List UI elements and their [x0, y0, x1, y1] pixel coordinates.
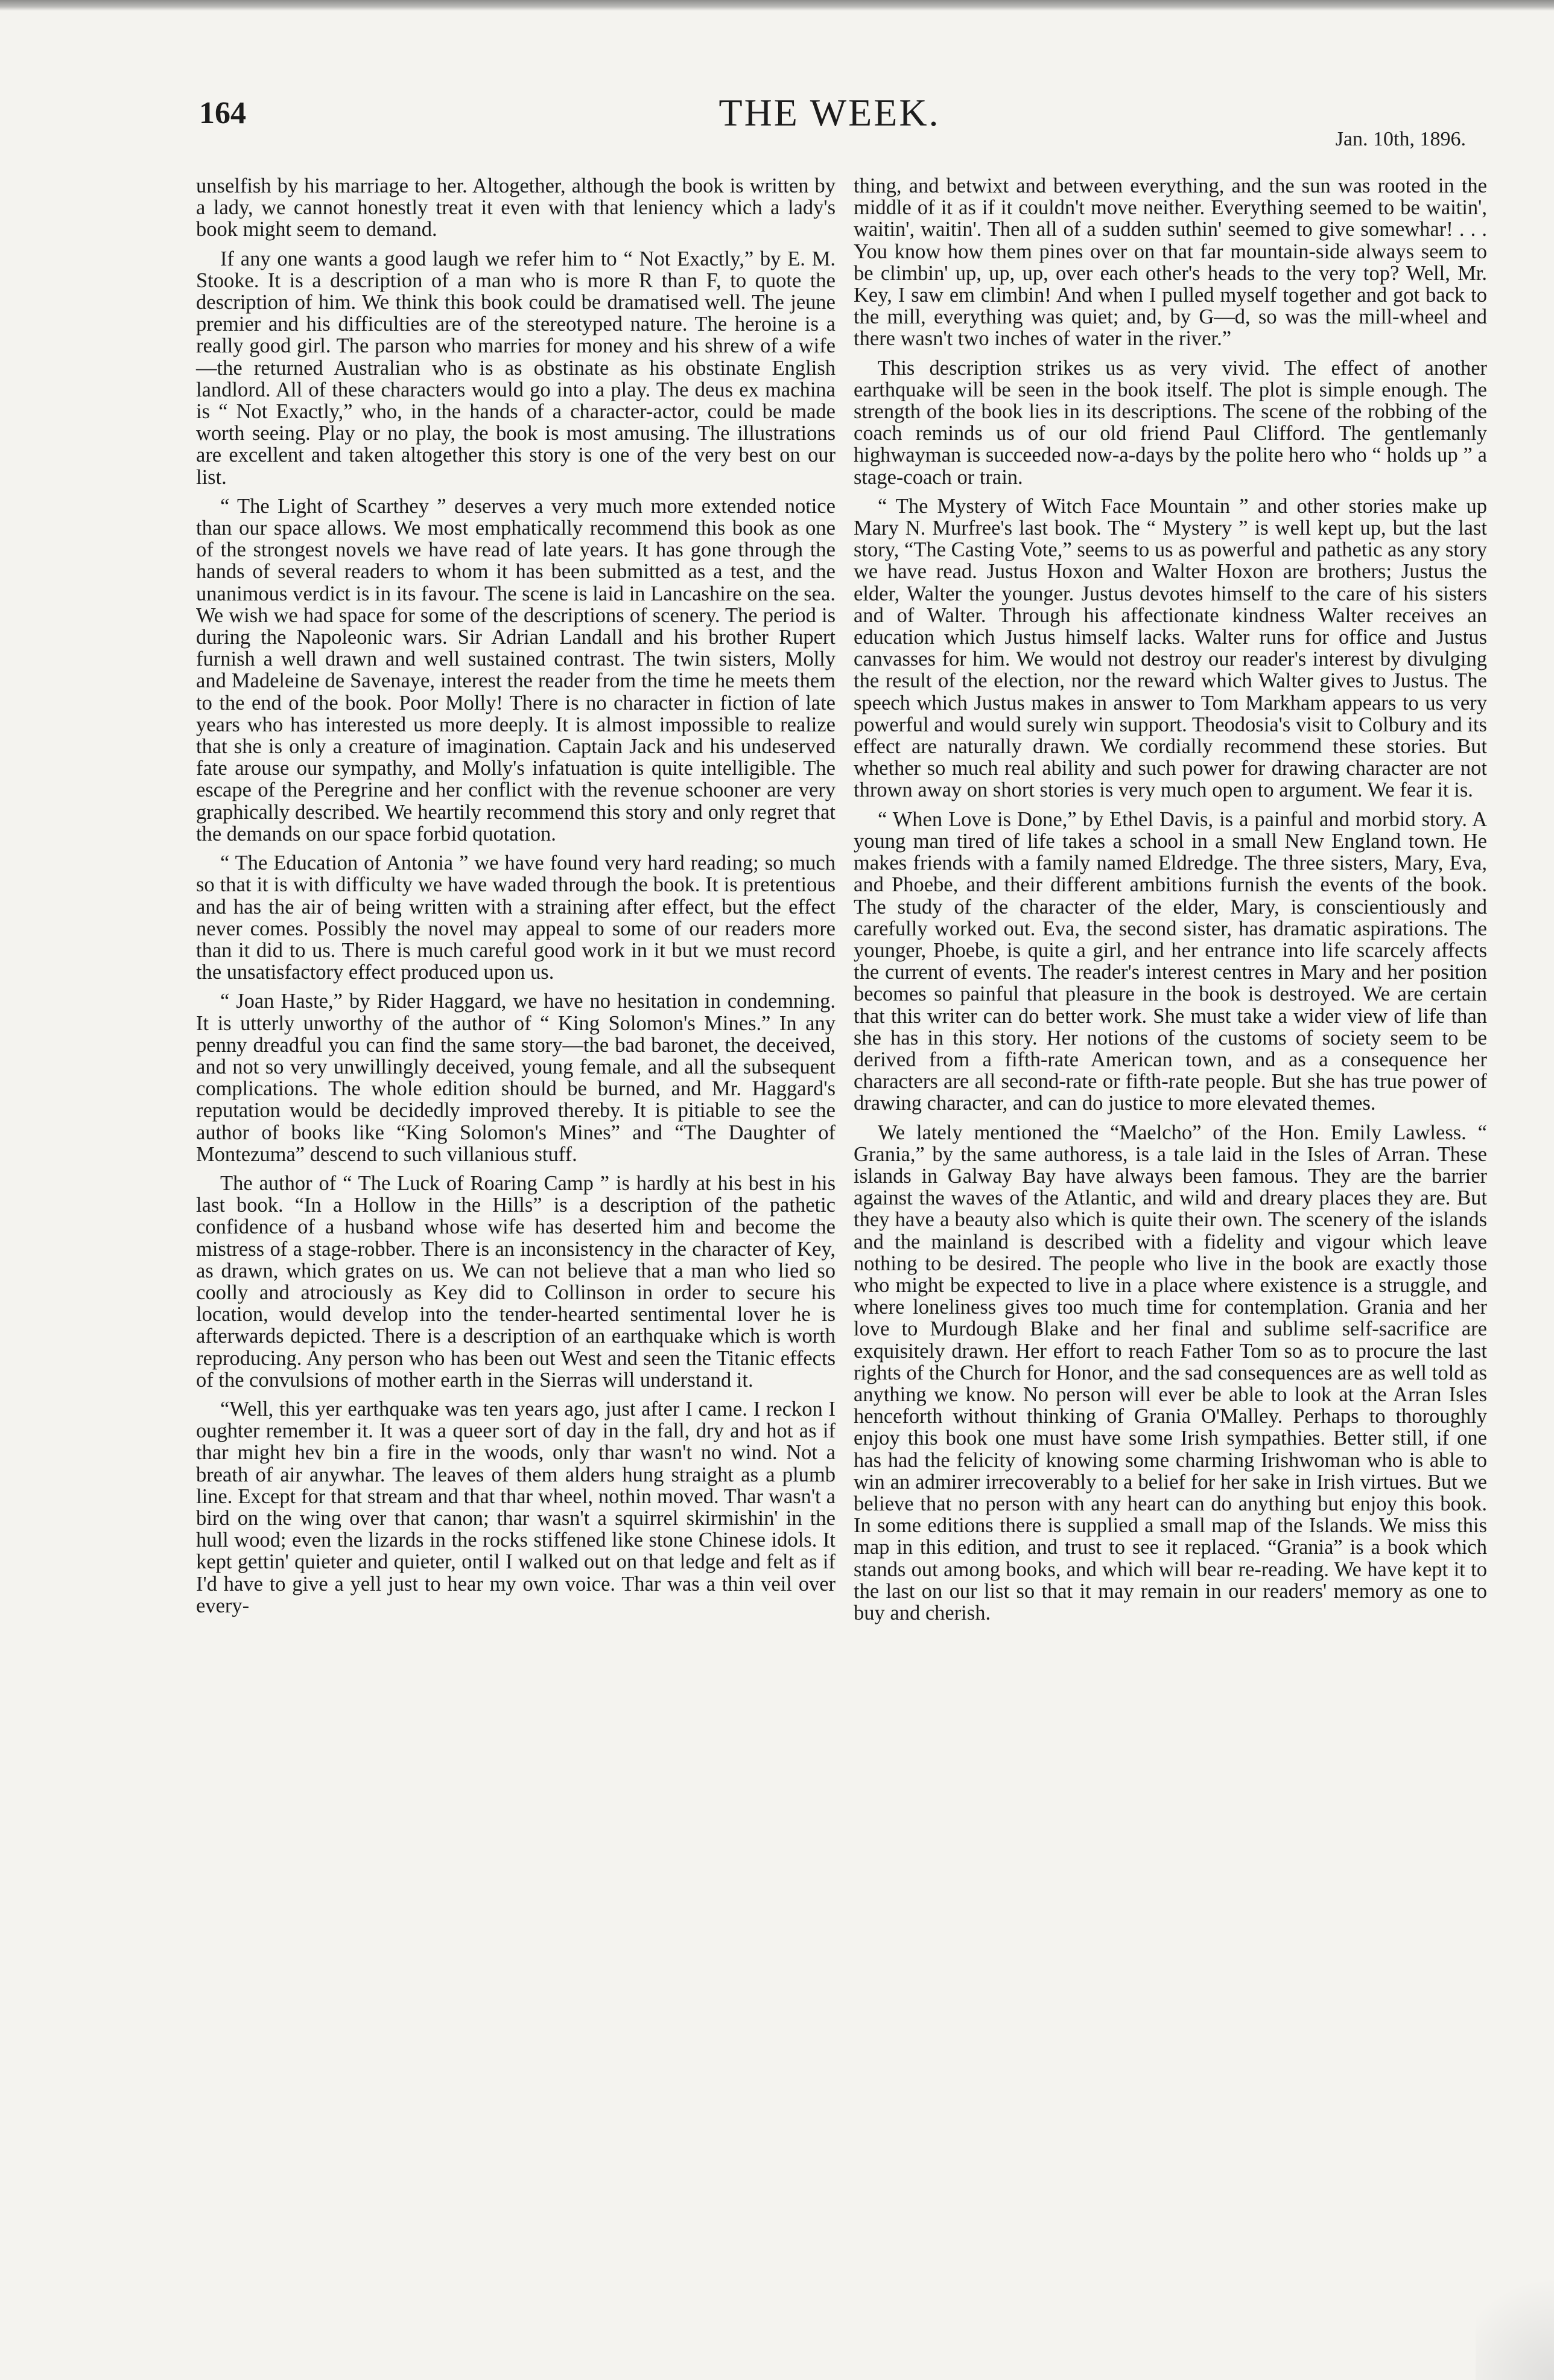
- publication-title: THE WEEK.: [718, 91, 940, 134]
- issue-date: Jan. 10th, 1896.: [1335, 128, 1466, 150]
- paragraph: This description strikes us as very vivid. The effect of another earthquake will be seen in the book itself. The plot is simple enough. The strength of the book lies in its descriptions. The scene of the robbing of the coach reminds us of our old friend Paul Clifford. The gentlemanly highwayman is succeeded now-a-days by the polite hero who “ holds up ” a stage-coach or train.: [854, 356, 1487, 489]
- paragraph: “ Joan Haste,” by Rider Haggard, we have no hesitation in condemning. It is utterly unworthy of the author of “ King Solomon's Mines.” In any penny dreadful you can find the same story—the bad baronet, the deceived, and not so very unwillingly deceived, young female, and all the subsequent complications. The whole edition should be burned, and Mr. Haggard's reputation would be decidedly improved thereby. It is pitiable to see the author of books like “King Solomon's Mines” and “The Daughter of Montezuma” descend to such villanious stuff.: [196, 990, 836, 1166]
- paragraph: unselfish by his marriage to her. Altogether, although the book is written by a lady, we cannot honestly treat it even with that leniency which a lady's book might seem to demand.: [196, 174, 836, 241]
- paragraph: thing, and betwixt and between everything, and the sun was rooted in the middle of it as if it couldn't move neither. Everything seemed to be waitin', waitin', waitin'. Then all of a sudden suthin' seemed to give somewhar! . . . You know how them pines over on that far mountain-side always seem to be climbin' up, up, up, over each other's heads to the very top? Well, Mr. Key, I saw em climbin! And when I pulled myself together and got back to the mill, everything was quiet; and, by G—d, so was the mill-wheel and there wasn't two inches of water in the river.”: [854, 174, 1487, 351]
- paragraph: The author of “ The Luck of Roaring Camp ” is hardly at his best in his last book. “In a Hollow in the Hills” is a description of the pathetic confidence of a husband whose wife has deserted him and become the mistress of a stage-robber. There is an inconsistency in the character of Key, as drawn, which grates on us. We can not believe that a man who lied so coolly and atrociously as Key did to Collinson in order to secure his location, would develop into the tender-hearted sentimental lover he is afterwards depicted. There is a description of an earthquake which is worth reproducing. Any person who has been out West and seen the Titanic effects of the convulsions of mother earth in the Sierras will understand it.: [196, 1171, 836, 1392]
- page-number: 164: [199, 96, 246, 130]
- paragraph: “Well, this yer earthquake was ten years ago, just after I came. I reckon I oughter remember it. It was a queer sort of day in the fall, dry and hot as if thar might hev bin a fire in the woods, only thar wasn't no wind. Not a breath of air anywhar. The leaves of them alders hung straight as a plumb line. Except for that stream and that thar wheel, nothin moved. Thar wasn't a bird on the wing over that canon; thar wasn't a squirrel skirmishin' in the hull wood; even the lizards in the rocks stiffened like stone Chinese idols. It kept gettin' quieter and quieter, ontil I walked out on that ledge and felt as if I'd have to give a yell just to hear my own voice. Thar was a thin veil over every-: [196, 1397, 836, 1617]
- scan-top-edge: [0, 0, 1554, 11]
- paragraph: If any one wants a good laugh we refer him to “ Not Exactly,” by E. M. Stooke. It is a description of a man who is more R than F, to quote the description of him. We think this book could be dramatised well. The jeune premier and his difficulties are of the stereotyped nature. The heroine is a really good girl. The parson who marries for money and his shrew of a wife—the returned Australian who is as obstinate as his obstinate English landlord. All of these characters would go into a play. The deus ex machina is “ Not Exactly,” who, in the hands of a character-actor, could be made worth seeing. Play or no play, the book is most amusing. The illustrations are excellent and taken altogether this story is one of the very best on our list.: [196, 247, 836, 489]
- paragraph: “ When Love is Done,” by Ethel Davis, is a painful and morbid story. A young man tired of life takes a school in a small New England town. He makes friends with a family named Eldredge. The three sisters, Mary, Eva, and Phoebe, and their different ambitions furnish the events of the book. The study of the character of the elder, Mary, is conscientiously and carefully worked out. Eva, the second sister, has dramatic aspirations. The younger, Phoebe, is quite a girl, and her entrance into life scarcely affects the current of events. The reader's interest centres in Mary and her position becomes so painful that pleasure in the book is destroyed. We are certain that this writer can do better work. She must take a wider view of life than she has in this story. Her notions of the customs of society seem to be derived from a fifth-rate American town, and as a consequence her characters are all second-rate or fifth-rate people. But she has true power of drawing character, and can do justice to more elevated themes.: [854, 807, 1487, 1115]
- left-column: [196, 175, 836, 1624]
- right-column: [854, 175, 1487, 1631]
- paragraph: We lately mentioned the “Maelcho” of the Hon. Emily Lawless. “ Grania,” by the same authoress, is a tale laid in the Isles of Arran. These islands in Galway Bay have always been famous. They are the barrier against the waves of the Atlantic, and wild and dreary places they are. But they have a beauty also which is quite their own. The scenery of the islands and the mainland is described with a fidelity and vigour which leave nothing to be desired. The people who live in the book are exactly those who might be expected to live in a place where existence is a struggle, and where loneliness gives too much time for contemplation. Grania and her love to Murdough Blake and her final and sublime self-sacrifice are exquisitely drawn. Her effort to reach Father Tom so as to procure the last rights of the Church for Honor, and the sad consequences are as well told as anything we know. No person will ever be able to look at the Arran Isles henceforth without thinking of Grania O'Malley. Perhaps to thoroughly enjoy this book one must have some Irish sympathies. Better still, if one has had the felicity of knowing some charming Irishwoman who is able to win an admirer irrecoverably to a belief for her sake in Irish virtues. But we believe that no person with any heart can do anything but enjoy this book. In some editions there is supplied a small map of the Islands. We miss this map in this edition, and trust to see it replaced. “Grania” is a book which stands out among books, and which will bear re-reading. We have kept it to the last on our list so that it may remain in our readers' memory as one to buy and cherish.: [854, 1121, 1487, 1624]
- paragraph: “ The Mystery of Witch Face Mountain ” and other stories make up Mary N. Murfree's last book. The “ Mystery ” is well kept up, but the last story, “The Casting Vote,” seems to us as powerful and pathetic as any story we have read. Justus Hoxon and Walter Hoxon are brothers; Justus the elder, Walter the younger. Justus devotes himself to the care of his sisters and of Walter. Through his affectionate kindness Walter receives an education which Justus himself lacks. Walter runs for office and Justus canvasses for him. We would not destroy our reader's interest by divulging the result of the election, nor the reward which Walter gives to Justus. The speech which Justus makes in answer to Tom Markham appears to us very powerful and would surely win support. Theodosia's visit to Colbury and its effect are naturally drawn. We cordially recommend these stories. But whether so much real ability and such power for drawing character are not thrown away on short stories is very much open to argument. We fear it is.: [854, 494, 1487, 802]
- paragraph: “ The Light of Scarthey ” deserves a very much more extended notice than our space allows. We most emphatically recommend this book as one of the strongest novels we have read of late years. It has gone through the hands of several readers to whom it has been submitted as a test, and the unanimous verdict is in its favour. The scene is laid in Lancashire on the sea. We wish we had space for some of the descriptions of scenery. The period is during the Napoleonic wars. Sir Adrian Landall and his brother Rupert furnish a well drawn and well sustained contrast. The twin sisters, Molly and Madeleine de Savenaye, interest the reader from the time he meets them to the end of the book. Poor Molly! There is no character in fiction of late years who has interested us more deeply. It is almost impossible to realize that she is only a creature of imagination. Captain Jack and his undeserved fate arouse our sympathy, and Molly's infatuation is quite intelligible. The escape of the Peregrine and her conflict with the revenue schooner are very graphically described. We heartily recommend this story and only regret that the demands on our space forbid quotation.: [196, 494, 836, 845]
- page-corner-fold: [1476, 2259, 1554, 2380]
- paragraph: “ The Education of Antonia ” we have found very hard reading; so much so that it is with difficulty we have waded through the book. It is pretentious and has the air of being written with a straining after effect, but the effect never comes. Possibly the novel may appeal to some of our readers more than it did to us. There is much careful good work in it but we must record the unsatisfactory effect produced upon us.: [196, 851, 836, 984]
- page-header: [193, 91, 1466, 157]
